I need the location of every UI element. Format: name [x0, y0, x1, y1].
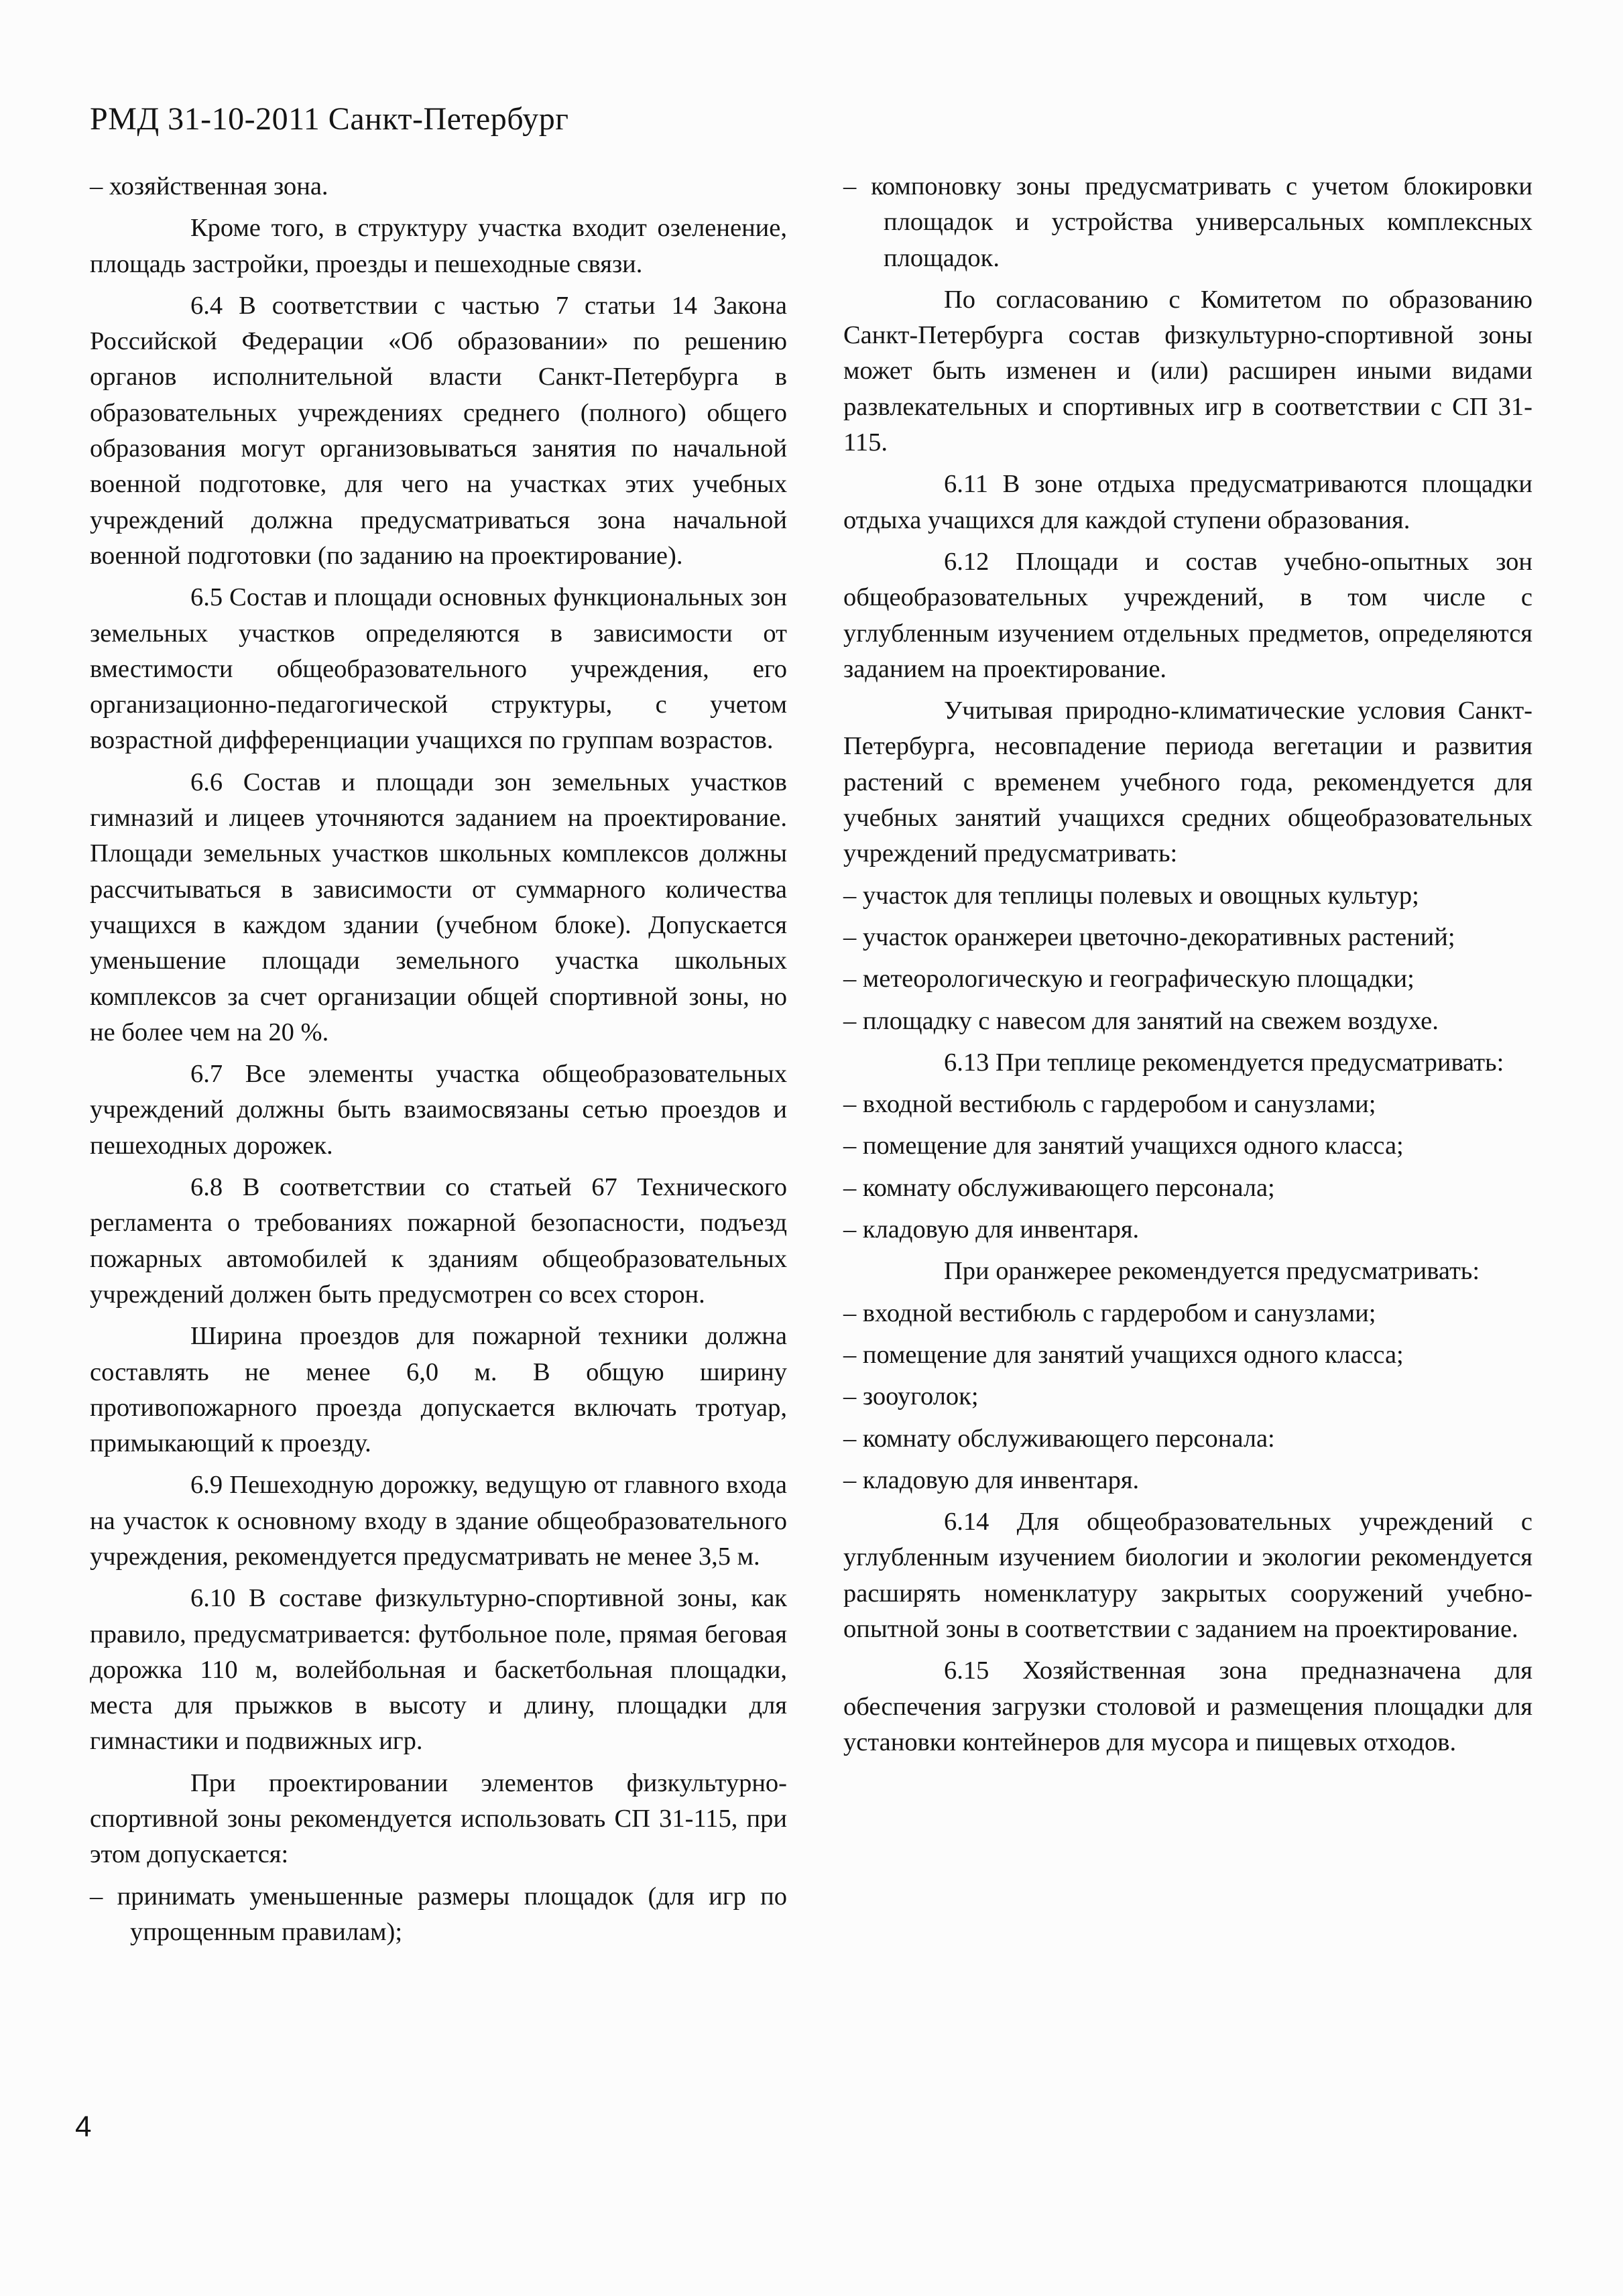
paragraph: 6.12 Площади и состав учебно-опытных зон общеобразовательных учреждений, в том числе с углубленным изучением отдельных предметов, определяются заданием на проектирование.: [843, 547, 1532, 683]
left-text-column: [90, 169, 787, 1956]
page-number: 4: [75, 2110, 92, 2143]
paragraph: 6.11 В зоне отдыха предусматриваются площадки отдыха учащихся для каждой ступени образования.: [843, 470, 1532, 534]
list-item: – комнату обслуживающего персонала:: [843, 1424, 1275, 1453]
paragraph: Учитывая природно-климатические условия Санкт-Петербурга, несовпадение периода вегетации и развития растений с временем учебного года, рекомендуется для учебных занятий учащихся средних общеобразовательных учреждений предусматривать:: [843, 697, 1532, 868]
list-item: – входной вестибюль с гардеробом и санузлами;: [843, 1090, 1376, 1119]
paragraph: При оранжерее рекомендуется предусматривать:: [944, 1257, 1480, 1286]
paragraph: 6.14 Для общеобразовательных учреждений с углубленным изучением биологии и экологии рекомендуется расширять номенклатуру закрытых сооружений учебно-опытной зоны в соответствии с заданием на проектирование.: [843, 1508, 1532, 1643]
paragraph: 6.6 Состав и площади зон земельных участков гимназий и лицеев уточняются заданием на проектирование. Площади земельных участков школьных комплексов должны рассчитываться в зависимости от суммарного количества учащихся в каждом здании (учебном блоке). Допускается уменьшение площади земельного участка школьных комплексов за счет организации общей спортивной зоны, но не более чем на 20 %.: [90, 768, 787, 1046]
list-item: – участок оранжереи цветочно-декоративных растений;: [843, 922, 1455, 951]
list-item: – участок для теплицы полевых и овощных культур;: [843, 881, 1419, 910]
list-item: – входной вестибюль с гардеробом и санузлами;: [843, 1298, 1376, 1327]
paragraph: Кроме того, в структуру участка входит озеленение, площадь застройки, проезды и пешеходные связи.: [90, 214, 787, 278]
list-item: – площадку с навесом для занятий на свежем воздухе.: [843, 1006, 1439, 1035]
list-item: – принимать уменьшенные размеры площадок (для игр по упрощенным правилам);: [90, 1882, 787, 1946]
paragraph: Ширина проездов для пожарной техники должна составлять не менее 6,0 м. В общую ширину противопожарного проезда допускается включать тротуар, примыкающий к проезду.: [90, 1322, 787, 1458]
list-item: – кладовую для инвентаря.: [843, 1215, 1140, 1244]
paragraph: 6.8 В соответствии со статьей 67 Технического регламента о требованиях пожарной безопасности, подъезд пожарных автомобилей к зданиям общеобразовательных учреждений должен быть предусмотрен со всех сторон.: [90, 1173, 787, 1309]
paragraph: По согласованию с Комитетом по образованию Санкт-Петербурга состав физкультурно-спортивной зоны может быть изменен и (или) расширен иными видами развлекательных и спортивных игр в соответствии с СП 31-115.: [843, 285, 1532, 457]
paragraph: При проектировании элементов физкультурно-спортивной зоны рекомендуется использовать СП 31-115, при этом допускается:: [90, 1768, 787, 1869]
paragraph: 6.10 В составе физкультурно-спортивной зоны, как правило, предусматривается: футбольное поле, прямая беговая дорожка 110 м, волейбольная и баскетбольная площадки, места для прыжков в высоту и длину, площадки для гимнастики и подвижных игр.: [90, 1584, 787, 1756]
document-header: РМД 31-10-2011 Санкт-Петербург: [90, 101, 569, 137]
list-item: – зооуголок;: [843, 1382, 979, 1411]
list-item: – комнату обслуживающего персонала;: [843, 1173, 1275, 1202]
paragraph: 6.4 В соответствии с частью 7 статьи 14 Закона Российской Федерации «Об образовании» по решению органов исполнительной власти Санкт-Петербурга в образовательных учреждениях среднего (полного) общего образования могут организовываться занятия по начальной военной подготовке, для чего на участках этих учебных учреждений должна предусматриваться зона начальной военной подготовки (по заданию на проектирование).: [90, 291, 787, 570]
right-text-column: [843, 169, 1532, 1766]
paragraph: 6.15 Хозяйственная зона предназначена для обеспечения загрузки столовой и размещения площадки для установки контейнеров для мусора и пищевых отходов.: [843, 1656, 1532, 1756]
list-item: – метеорологическую и географическую площадки;: [843, 965, 1415, 993]
paragraph: 6.7 Все элементы участка общеобразовательных учреждений должны быть взаимосвязаны сетью проездов и пешеходных дорожек.: [90, 1060, 787, 1160]
list-item: – хозяйственная зона.: [90, 172, 328, 200]
list-item: – кладовую для инвентаря.: [843, 1465, 1140, 1494]
list-item: – помещение для занятий учащихся одного класса;: [843, 1132, 1404, 1160]
paragraph: 6.13 При теплице рекомендуется предусматривать:: [944, 1048, 1504, 1077]
list-item: – помещение для занятий учащихся одного класса;: [843, 1340, 1404, 1369]
paragraph: 6.5 Состав и площади основных функциональных зон земельных участков определяются в зависимости от вместимости общеобразовательного учреждения, его организационно-педагогической структуры, с учетом возрастной дифференциации учащихся по группам возрастов.: [90, 583, 787, 755]
paragraph: 6.9 Пешеходную дорожку, ведущую от главного входа на участок к основному входу в здание общеобразовательного учреждения, рекомендуется предусматривать не менее 3,5 м.: [90, 1471, 787, 1571]
list-item: – компоновку зоны предусматривать с учетом блокировки площадок и устройства универсальных комплексных площадок.: [843, 172, 1532, 272]
